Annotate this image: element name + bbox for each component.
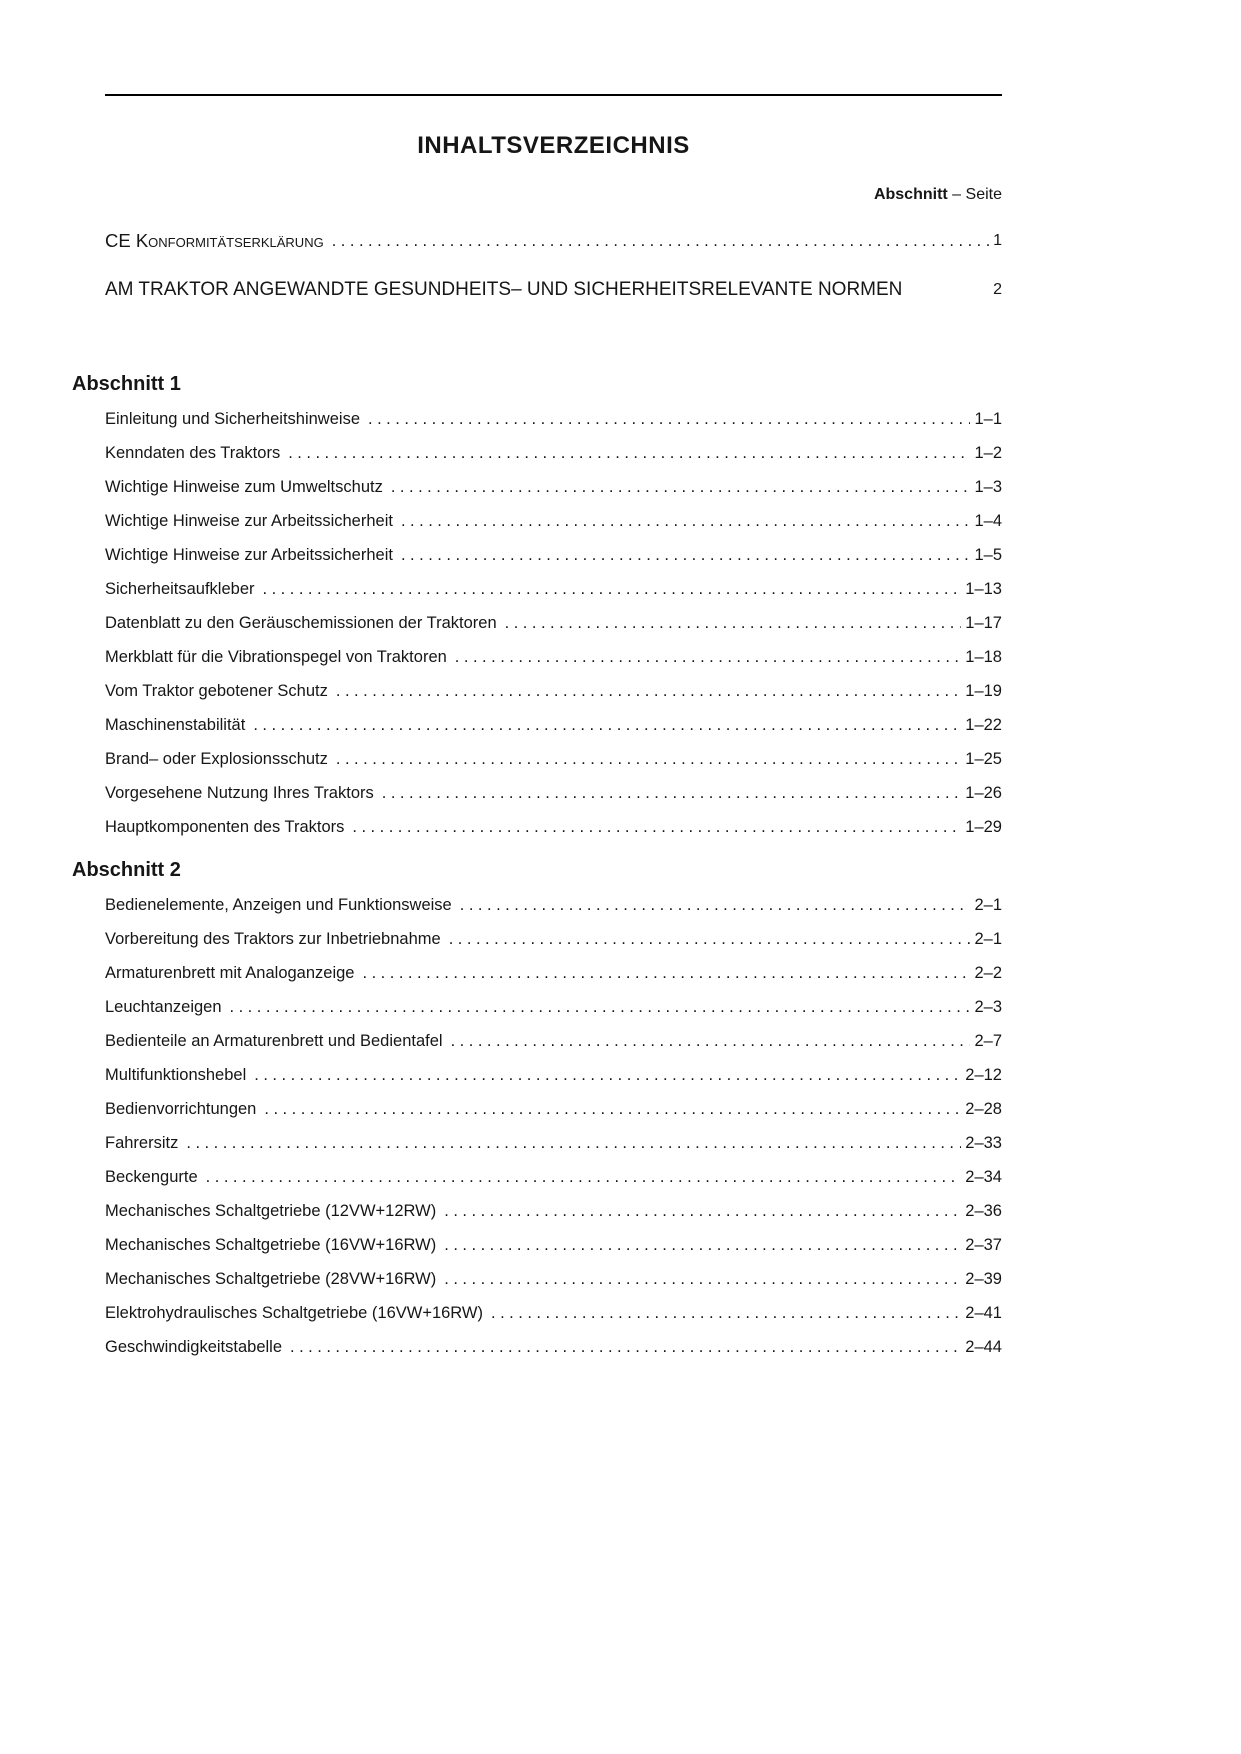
column-header-abschnitt: Abschnitt — [873, 186, 948, 203]
dot-leader — [288, 436, 970, 470]
toc-entry-page: 1–22 — [965, 716, 1002, 734]
toc-entry-page: 1–18 — [965, 648, 1002, 666]
toc-entry-page: 2–1 — [974, 930, 1002, 948]
toc-entry-page: 2–44 — [965, 1338, 1002, 1356]
toc-entry — [105, 1058, 1002, 1092]
dot-leader — [290, 1330, 961, 1364]
toc-section — [72, 370, 1002, 844]
toc-entry — [105, 776, 1002, 810]
toc-entry-page: 2–33 — [965, 1134, 1002, 1152]
toc-entry-page: 1–3 — [974, 478, 1002, 496]
dot-leader — [449, 922, 971, 956]
dot-leader — [332, 226, 989, 256]
toc-entry — [105, 640, 1002, 674]
toc-entry-label: Bedienvorrichtungen — [105, 1100, 257, 1118]
toc-entry — [105, 956, 1002, 990]
toc-entry-page: 2 — [993, 281, 1002, 298]
dot-leader — [206, 1160, 962, 1194]
toc-entry — [105, 538, 1002, 572]
section-heading: Abschnitt 2 — [72, 859, 181, 881]
dot-leader — [263, 572, 962, 606]
dot-leader — [505, 606, 962, 640]
toc-entry — [105, 572, 1002, 606]
section-heading: Abschnitt 1 — [72, 373, 181, 395]
toc-entry — [105, 504, 1002, 538]
toc-entry-label: Fahrersitz — [105, 1134, 179, 1152]
toc-entry-page: 1–26 — [965, 784, 1002, 802]
toc-entry-label: AM TRAKTOR ANGEWANDTE GESUNDHEITS– UND SICHERHEITSRELEVANTE NORMEN — [105, 279, 903, 300]
dot-leader — [362, 956, 970, 990]
toc-section — [72, 856, 1002, 1364]
toc-entry — [105, 1126, 1002, 1160]
toc-sections — [72, 370, 1002, 1364]
dot-leader — [368, 402, 970, 436]
dot-leader — [254, 1058, 961, 1092]
dot-leader — [382, 776, 962, 810]
toc-entry — [105, 990, 1002, 1024]
toc-entry — [105, 226, 1002, 256]
column-header — [105, 186, 1002, 204]
toc-entry-label: Geschwindigkeitstabelle — [105, 1338, 283, 1356]
dot-leader — [336, 674, 961, 708]
toc-entry-page: 2–12 — [965, 1066, 1002, 1084]
toc-entry — [105, 674, 1002, 708]
dot-leader — [230, 990, 971, 1024]
toc-content — [72, 132, 1002, 1364]
toc-entry-label: Beckengurte — [105, 1168, 198, 1186]
toc-entry-page: 1–4 — [974, 512, 1002, 530]
toc-entry — [105, 402, 1002, 436]
toc-entry-page: 1–19 — [965, 682, 1002, 700]
dot-leader — [460, 888, 971, 922]
toc-entry — [105, 1024, 1002, 1058]
toc-entry — [105, 1228, 1002, 1262]
toc-entry-label: Elektrohydraulisches Schaltgetriebe (16VW+16RW) — [105, 1304, 483, 1322]
toc-entry-label: Wichtige Hinweise zur Arbeitssicherheit — [105, 512, 393, 530]
dot-leader — [253, 708, 961, 742]
toc-entry-label: Multifunktionshebel — [105, 1066, 247, 1084]
toc-entry-label: Mechanisches Schaltgetriebe (16VW+16RW) — [105, 1236, 437, 1254]
toc-entry — [105, 810, 1002, 844]
toc-entry-page: 2–41 — [965, 1304, 1002, 1322]
toc-entry-label: Maschinenstabilität — [105, 716, 246, 734]
toc-entry-label: Datenblatt zu den Geräuschemissionen der Traktoren — [105, 614, 497, 632]
toc-entry-label: Vom Traktor gebotener Schutz — [105, 682, 328, 700]
dot-leader — [455, 640, 961, 674]
toc-entry — [105, 1160, 1002, 1194]
toc-entry — [105, 436, 1002, 470]
toc-entry-label: Leuchtanzeigen — [105, 998, 222, 1016]
toc-entry — [105, 1296, 1002, 1330]
toc-entry — [105, 888, 1002, 922]
dot-leader — [401, 538, 971, 572]
dot-leader — [391, 470, 971, 504]
column-header-seite: – Seite — [947, 186, 1002, 203]
toc-entry-label: Bedienteile an Armaturenbrett und Bedientafel — [105, 1032, 443, 1050]
toc-entry-page: 2–1 — [974, 896, 1002, 914]
toc-entry — [105, 470, 1002, 504]
page-title: INHALTSVERZEICHNIS — [417, 132, 690, 159]
toc-entry — [105, 606, 1002, 640]
toc-entry-page: 1–25 — [965, 750, 1002, 768]
toc-entry — [105, 1330, 1002, 1364]
toc-entry-page: 1 — [993, 232, 1002, 249]
toc-entry-label: Mechanisches Schaltgetriebe (28VW+16RW) — [105, 1270, 437, 1288]
toc-entry-page: 2–34 — [965, 1168, 1002, 1186]
toc-entry-page: 2–7 — [974, 1032, 1002, 1050]
toc-entry-page: 1–17 — [965, 614, 1002, 632]
dot-leader — [336, 742, 961, 776]
toc-entry — [105, 1092, 1002, 1126]
toc-entry-page: 2–36 — [965, 1202, 1002, 1220]
top-rule — [105, 94, 1002, 96]
toc-entry — [105, 274, 1002, 306]
toc-entry-label: Hauptkomponenten des Traktors — [105, 818, 345, 836]
toc-entry-page: 2–3 — [974, 998, 1002, 1016]
toc-entry-label: Wichtige Hinweise zum Umweltschutz — [105, 478, 383, 496]
toc-entry-label: Merkblatt für die Vibrationspegel von Traktoren — [105, 648, 447, 666]
dot-leader — [491, 1296, 961, 1330]
toc-entry-label: Armaturenbrett mit Analoganzeige — [105, 964, 355, 982]
toc-entry-label: Bedienelemente, Anzeigen und Funktionsweise — [105, 896, 452, 914]
toc-entry — [105, 922, 1002, 956]
dot-leader — [444, 1194, 961, 1228]
toc-entry-label: CE Konformitätserklärung — [105, 230, 324, 251]
toc-entry — [105, 742, 1002, 776]
dot-leader — [444, 1262, 961, 1296]
toc-entry-page: 2–2 — [974, 964, 1002, 982]
toc-entry-page: 1–1 — [974, 410, 1002, 428]
toc-entry — [105, 1262, 1002, 1296]
toc-entry-label: Sicherheitsaufkleber — [105, 580, 255, 598]
dot-leader — [352, 810, 961, 844]
toc-entry-label: Mechanisches Schaltgetriebe (12VW+12RW) — [105, 1202, 437, 1220]
toc-entry-label: Einleitung und Sicherheitshinweise — [105, 410, 360, 428]
toc-entry-page: 2–39 — [965, 1270, 1002, 1288]
toc-entry-page: 1–13 — [965, 580, 1002, 598]
dot-leader — [186, 1126, 961, 1160]
toc-entry-page: 1–5 — [974, 546, 1002, 564]
dot-leader — [401, 504, 971, 538]
toc-entry-label: Wichtige Hinweise zur Arbeitssicherheit — [105, 546, 393, 564]
toc-entry-page: 2–28 — [965, 1100, 1002, 1118]
dot-leader — [451, 1024, 971, 1058]
dot-leader — [264, 1092, 961, 1126]
toc-entry-page: 2–37 — [965, 1236, 1002, 1254]
toc-entry — [105, 708, 1002, 742]
toc-entry-label: Vorgesehene Nutzung Ihres Traktors — [105, 784, 374, 802]
toc-entry-label: Vorbereitung des Traktors zur Inbetriebnahme — [105, 930, 441, 948]
toc-entry — [105, 1194, 1002, 1228]
toc-entry-page: 1–2 — [974, 444, 1002, 462]
toc-entry-label: Kenndaten des Traktors — [105, 444, 281, 462]
toc-entry-label: Brand– oder Explosionsschutz — [105, 750, 328, 768]
dot-leader — [444, 1228, 961, 1262]
toc-entry-page: 1–29 — [965, 818, 1002, 836]
